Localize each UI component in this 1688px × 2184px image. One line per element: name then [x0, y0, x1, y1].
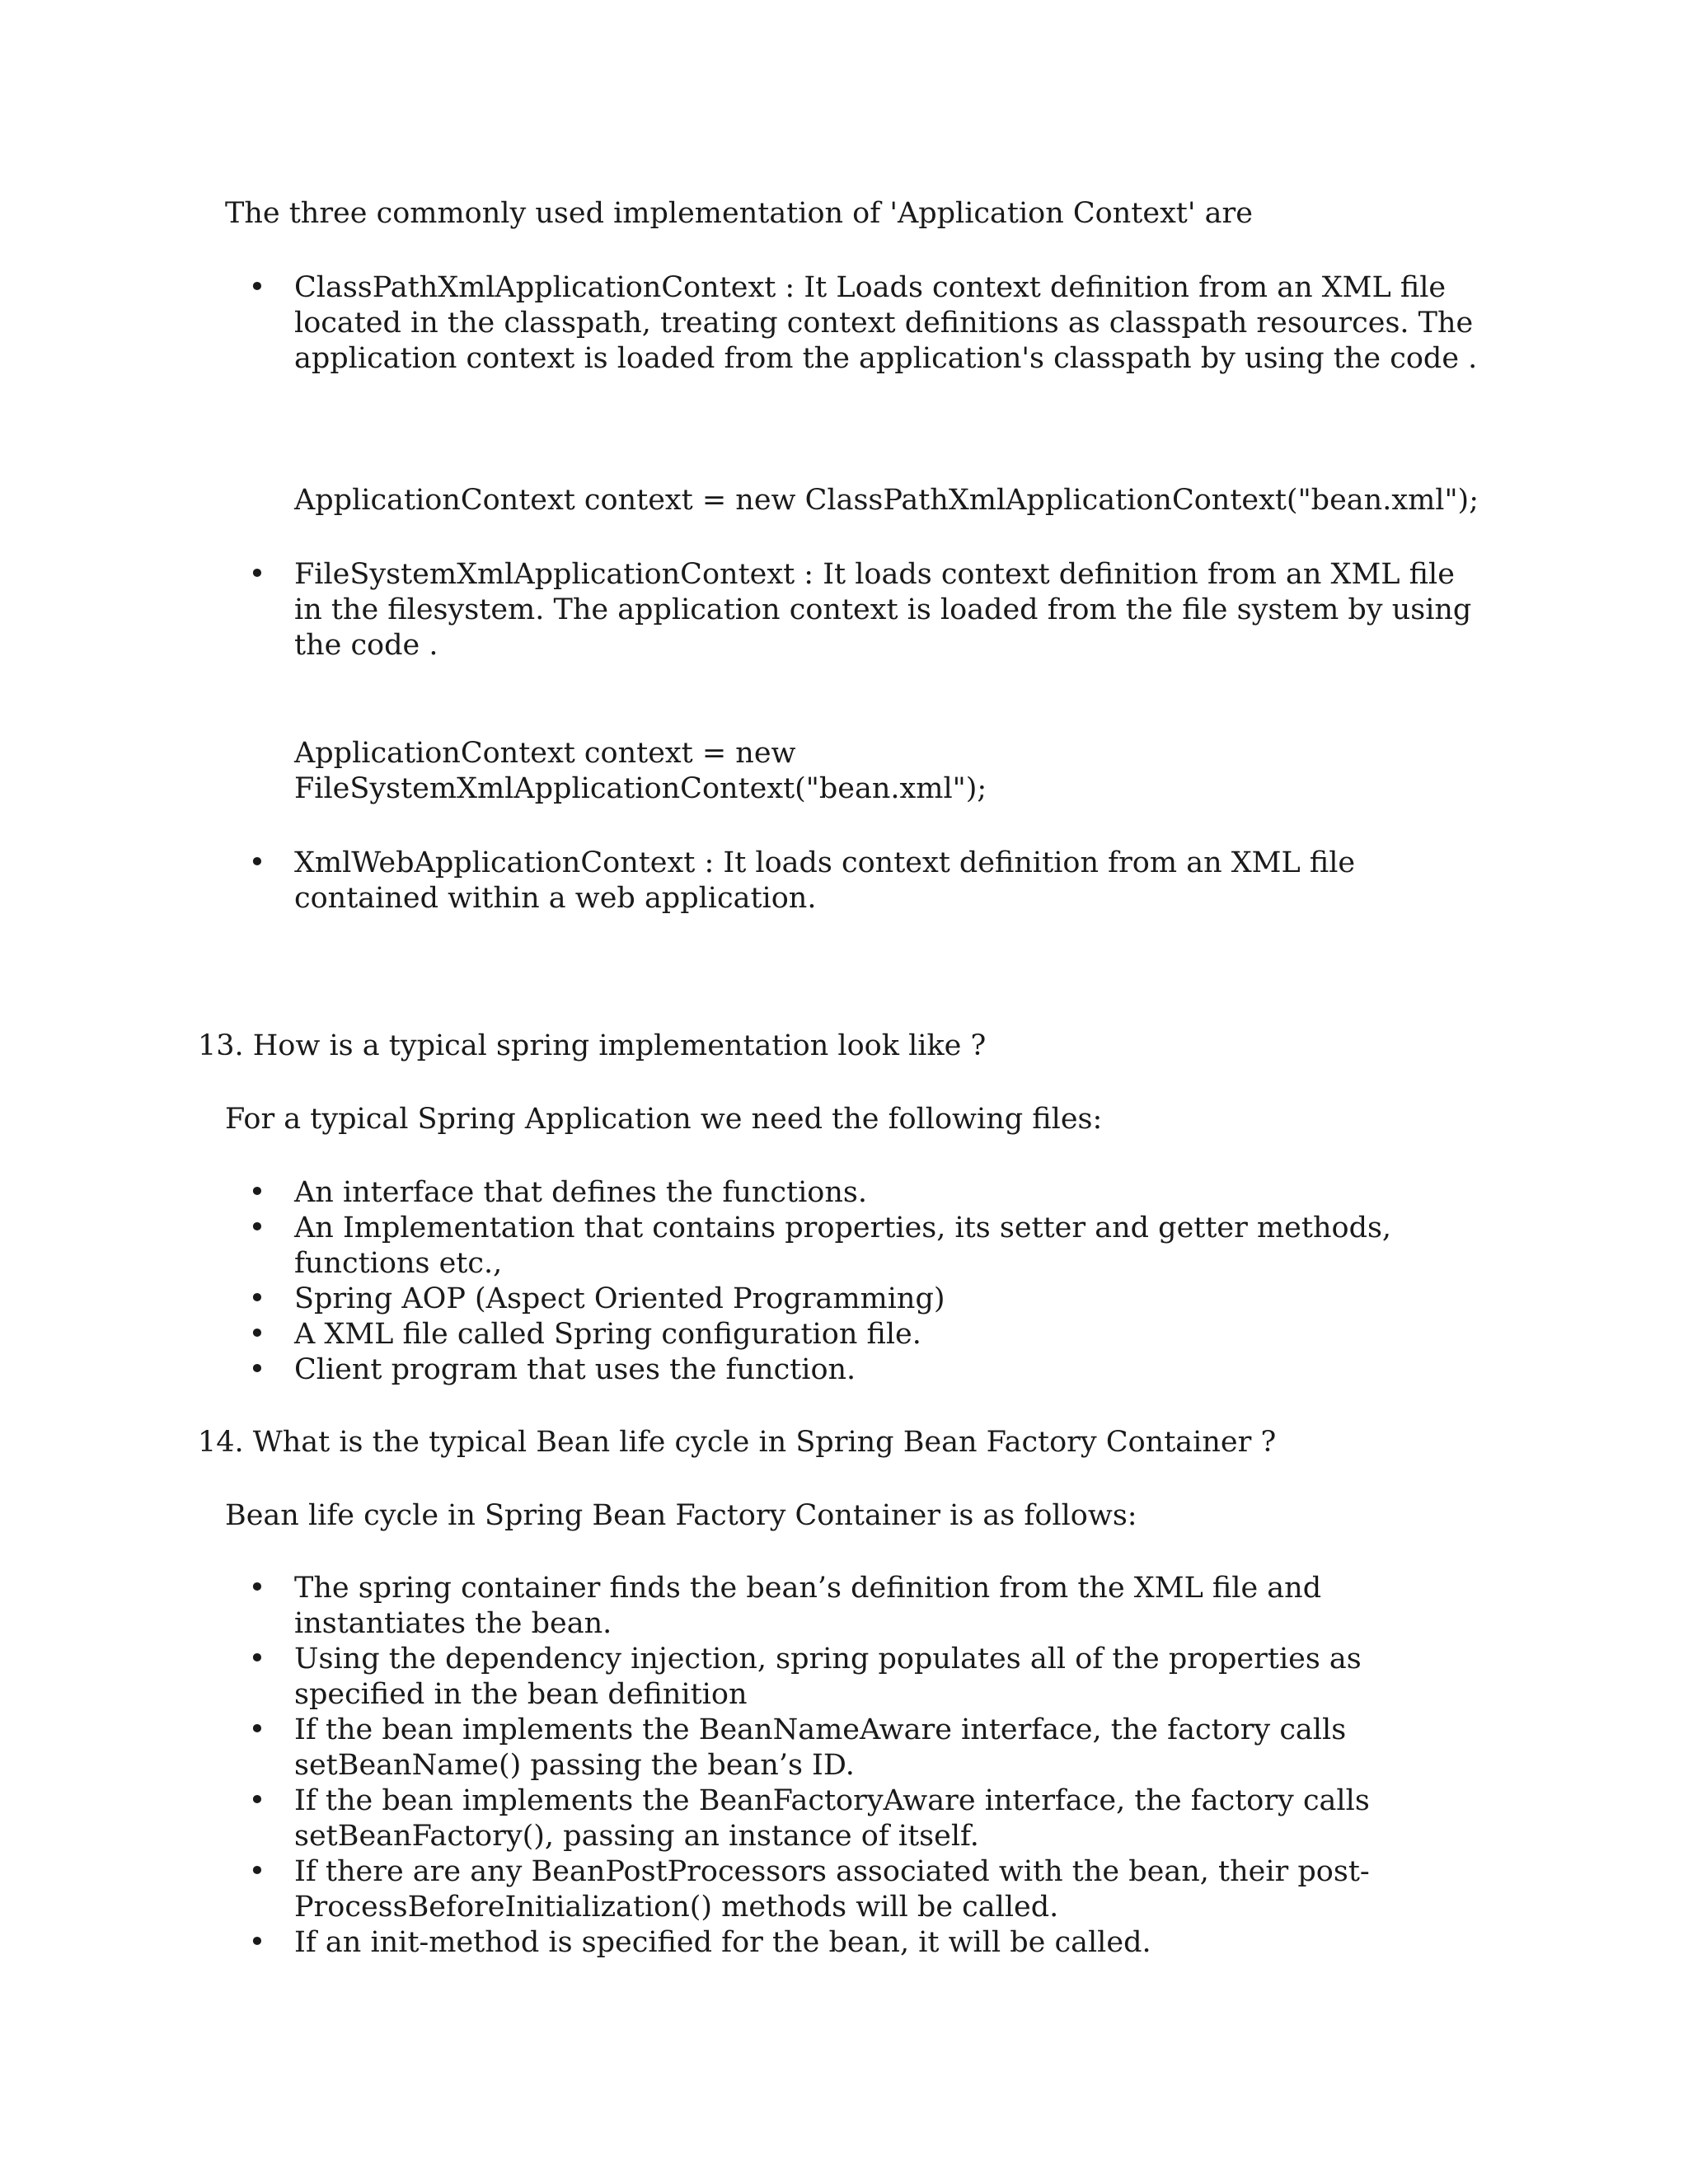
- list-item: • An Implementation that contains properties, its setter and getter methods, functions etc.,: [294, 1211, 1448, 1282]
- bullet-icon: •: [248, 1282, 266, 1315]
- question-14: 14. What is the typical Bean life cycle in Spring Bean Factory Container ?: [198, 1426, 1277, 1459]
- list-item: • If the bean implements the BeanNameAware interface, the factory calls setBeanName() passing the bean’s ID.: [294, 1713, 1407, 1783]
- intro-paragraph: The three commonly used implementation of 'Application Context' are: [225, 197, 1253, 230]
- bullet-icon: •: [248, 846, 266, 879]
- bullet-icon: •: [248, 1212, 266, 1244]
- bullet-icon: •: [248, 1713, 266, 1746]
- bullet-icon: •: [248, 1926, 266, 1959]
- bullet-icon: •: [248, 1318, 266, 1351]
- bullet-icon: •: [248, 1643, 266, 1675]
- code-filesystem-context-line2: FileSystemXmlApplicationContext("bean.xml");: [294, 772, 987, 805]
- bullet-icon: •: [248, 558, 266, 591]
- question-14-answer-intro: Bean life cycle in Spring Bean Factory Container is as follows:: [225, 1499, 1137, 1532]
- code-classpath-context: ApplicationContext context = new ClassPathXmlApplicationContext("bean.xml");: [294, 484, 1479, 517]
- bullet-icon: •: [248, 1572, 266, 1605]
- list-item-text: XmlWebApplicationContext : It loads context definition from an XML file contained within a web application.: [294, 846, 1356, 915]
- list-item: • If the bean implements the BeanFactoryAware interface, the factory calls setBeanFactory(), passing an instance of itself.: [294, 1783, 1407, 1854]
- question-13: 13. How is a typical spring implementation look like ?: [198, 1029, 987, 1062]
- list-item: • An interface that defines the functions.: [294, 1175, 1448, 1211]
- bullet-icon: •: [248, 1784, 266, 1817]
- list-item: • A XML file called Spring configuration file.: [294, 1317, 1448, 1352]
- bullet-icon: •: [248, 1353, 266, 1386]
- bullet-icon: •: [248, 1855, 266, 1888]
- list-item: • Using the dependency injection, spring populates all of the properties as specified in the bean definition: [294, 1642, 1407, 1713]
- list-item-web-context: [248, 846, 1407, 916]
- bullet-icon: •: [248, 1176, 266, 1209]
- code-filesystem-context-line1: ApplicationContext context = new: [294, 737, 796, 770]
- list-item-filesystem-context: [248, 557, 1489, 663]
- list-item: • Client program that uses the function.: [294, 1352, 1448, 1388]
- list-item-text: ClassPathXmlApplicationContext : It Loads context definition from an XML file located in the classpath, treating context definitions as classpath resources. The application context is loaded from the application's classpath by using the code .: [294, 271, 1478, 375]
- list-item-classpath-context: [248, 270, 1489, 377]
- bullet-icon: •: [248, 271, 266, 304]
- list-item: • If there are any BeanPostProcessors associated with the bean, their post-ProcessBeforeInitialization() methods will be called.: [294, 1854, 1407, 1925]
- question-13-answer-intro: For a typical Spring Application we need the following files:: [225, 1103, 1103, 1136]
- list-item: • Spring AOP (Aspect Oriented Programming): [294, 1282, 1448, 1317]
- list-item-text: FileSystemXmlApplicationContext : It loads context definition from an XML file in the filesystem. The application context is loaded from the file system by using the code .: [294, 558, 1472, 662]
- list-item: • The spring container finds the bean’s definition from the XML file and instantiates the bean.: [294, 1571, 1407, 1642]
- list-item: • If an init-method is specified for the bean, it will be called.: [294, 1925, 1407, 1961]
